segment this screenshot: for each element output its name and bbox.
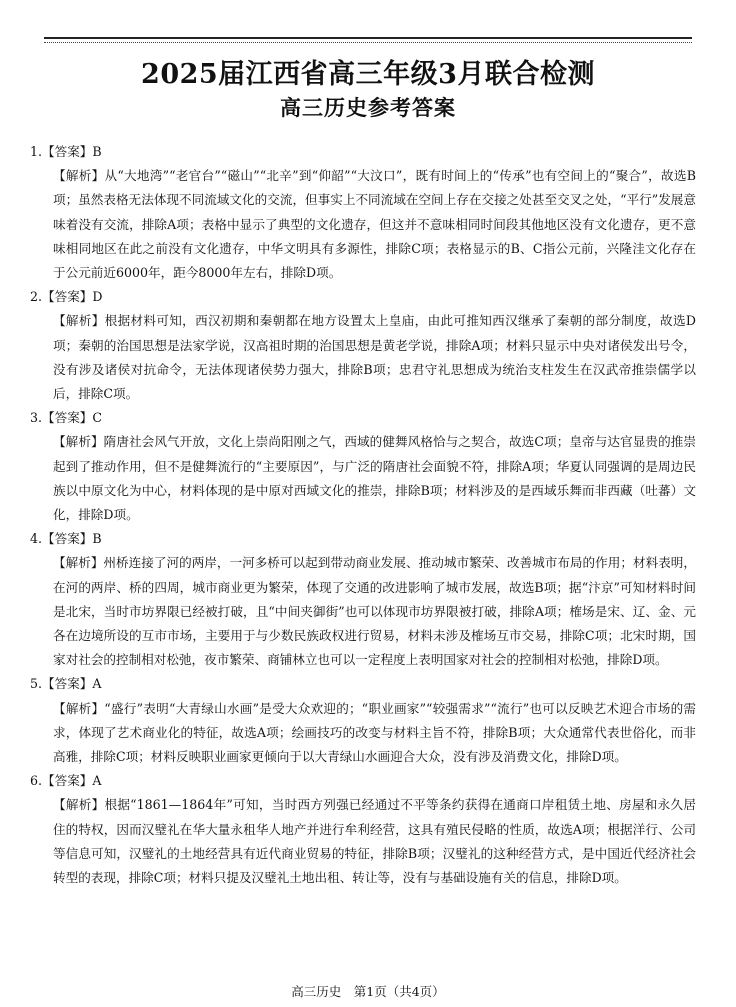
answer-content	[30, 140, 696, 890]
question-5	[30, 672, 696, 769]
question-3	[30, 406, 696, 527]
question-4	[30, 527, 696, 672]
top-rule	[44, 37, 692, 39]
question-1	[30, 140, 696, 285]
explanation-paragraph: 【解析】州桥连接了河的两岸，一河多桥可以起到带动商业发展、推动城市繁荣、改善城市布局的作用；材料表明，在河的两岸、桥的四周，城市商业更为繁荣，体现了交通的改进影响了城市发展，故选B项；据“汴京”可知材料时间是北宋，当时市坊界限已经被打破，且“中间夹御街”也可以体现市坊界限被打破，排除A项；榷场是宋、辽、金、元各在边境所设的互市市场，主要用于与少数民族政权进行贸易，材料未涉及榷场互市交易，排除C项；北宋时期，国家对社会的控制相对松弛，夜市繁荣、商铺林立也可以一定程度上表明国家对社会的控制相对松弛，排除D项。	[53, 555, 696, 668]
explanation-paragraph: 【解析】根据材料可知，西汉初期和秦朝都在地方设置太上皇庙，由此可推知西汉继承了秦朝的部分制度，故选D项；秦朝的治国思想是法家学说，汉高祖时期的治国思想是黄老学说，排除A项；材料只显示中央对诸侯发出号令，没有涉及诸侯对抗命令，无法体现诸侯势力强大，排除B项；忠君守礼思想成为统治支柱发生在汉武帝推崇儒学以后，排除C项。	[53, 313, 696, 402]
page-footer: 高三历史 第1页（共4页）	[291, 984, 445, 999]
answer-line: 2.【答案】D	[30, 289, 103, 305]
page-title: 2025届江西省高三年级3月联合检测	[141, 59, 595, 90]
page-subtitle: 高三历史参考答案	[280, 96, 456, 120]
answer-line: 1.【答案】B	[30, 144, 102, 159]
explanation-paragraph: 【解析】根据“1861—1864年”可知，当时西方列强已经通过不平等条约获得在通商口岸租赁土地、房屋和永久居住的特权，因而汉璧礼在华大量永租华人地产并进行牟利经营，这具有殖民侵略的性质，故选A项；根据洋行、公司等信息可知，汉璧礼的土地经营具有近代商业贸易的特征，排除B项；汉璧礼的这种经营方式，是中国近代经济社会转型的表现，排除C项；材料只提及汉璧礼土地出租、转让等，没有与基础设施有关的信息，排除D项。	[53, 797, 696, 886]
explanation-paragraph: 【解析】“盛行”表明“大青绿山水画”是受大众欢迎的；“职业画家”“较强需求”“流行”也可以反映艺术迎合市场的需求，体现了艺术商业化的特征，故选A项；绘画技巧的改变与材料主旨不符，排除B项；大众通常代表世俗化，而非高雅，排除C项；材料反映职业画家更倾向于以大青绿山水画迎合大众，没有涉及消费文化，排除D项。	[53, 700, 696, 765]
answer-line: 4.【答案】B	[30, 531, 102, 547]
answer-line: 3.【答案】C	[30, 410, 103, 426]
explanation-paragraph: 【解析】从“大地湾”“老官台”“磁山”“北辛”到“仰韶”“大汶口”，既有时间上的“传承”也有空间上的“聚合”，故选B项；虽然表格无法体现不同流域文化的交流，但事实上不同流域在空间上存在交接之处甚至交叉之处，“平行”发展意味着没有交流，排除A项；表格中显示了典型的文化遗存，但这并不意味相同时间段其他地区没有文化遗存，更不意味相同地区在此之前没有文化遗存，中华文明具有多源性，排除C项；表格显示的B、C指公元前，兴隆洼文化存在于公元前近6000年，距今8000年左右，排除D项。	[53, 168, 696, 281]
answer-line: 5.【答案】A	[30, 676, 102, 692]
answer-line: 6.【答案】A	[30, 773, 102, 789]
question-2	[30, 285, 696, 406]
explanation-paragraph: 【解析】隋唐社会风气开放，文化上崇尚阳刚之气，西域的健舞风格恰与之契合，故选C项；皇帝与达官显贵的推崇起到了推动作用，但不是健舞流行的“主要原因”，与广泛的隋唐社会面貌不符，排除A项；华夏认同强调的是周边民族以中原文化为中心，材料体现的是中原对西域文化的推崇，排除B项；材料涉及的是西域乐舞而非西藏（吐蕃）文化，排除D项。	[53, 434, 696, 523]
question-6	[30, 769, 696, 890]
top-dotted-rule	[44, 42, 692, 43]
